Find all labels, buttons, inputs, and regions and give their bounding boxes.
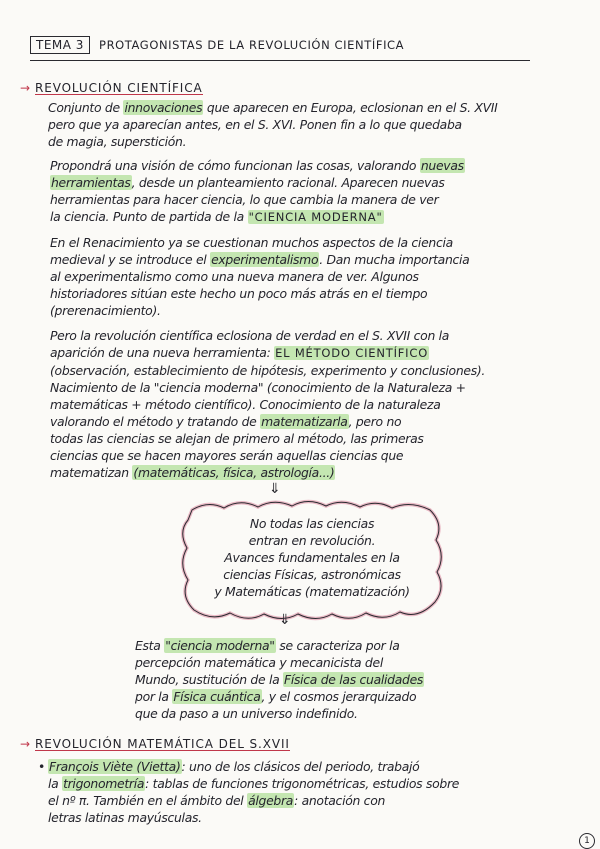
section-heading-label: REVOLUCIÓN MATEMÁTICA DEL S.XVII bbox=[34, 737, 290, 751]
arrow-right-icon: → bbox=[20, 81, 31, 95]
section-heading-revolucion-cientifica bbox=[20, 81, 203, 95]
paragraph-1: Conjunto de innovaciones que aparecen en Europa, eclosionan en el S. XVII pero que ya aparecían antes, en el S. XVI. Ponen fin a lo que quedaba de magia, superstición. bbox=[48, 100, 498, 149]
paragraph-5: Esta "ciencia moderna" se caracteriza por la percepción matemática y mecanicista del Mundo, sustitución de la Física de las cualidades por la Física cuántica, y el cosmos jerarquizado que da paso a un universo indefinido. bbox=[135, 638, 424, 721]
cloud-text: No todas las ciencias entran en revolución. Avances fundamentales en la ciencias Físicas, astronómicas y Matemáticas (matematización) bbox=[214, 516, 410, 599]
page-title bbox=[30, 34, 404, 54]
paragraph-3: En el Renacimiento ya se cuestionan muchos aspectos de la ciencia medieval y se introduce el experimentalismo. Dan mucha importancia al experimentalismo como una nueva manera de ver. Algunos historiadores sitúan este hecho un poco más atrás en el tiempo (prerenacimiento). bbox=[50, 235, 470, 318]
bullet-icon: • bbox=[38, 759, 46, 774]
tema-label: TEMA 3 bbox=[30, 36, 90, 54]
cloud-note bbox=[178, 498, 446, 624]
page-number: 1 bbox=[579, 833, 595, 849]
paragraph-2: Propondrá una visión de cómo funcionan las cosas, valorando nuevas herramientas, desde un planteamiento racional. Aparecen nuevas herramientas para hacer ciencia, lo que cambia la manera de ver la ciencia. Punto de partida de la "CIENCIA MODERNA" bbox=[50, 158, 464, 224]
arrow-right-icon: → bbox=[20, 737, 31, 751]
section-heading-label: REVOLUCIÓN CIENTÍFICA bbox=[34, 81, 203, 95]
title-text: PROTAGONISTAS DE LA REVOLUCIÓN CIENTÍFICA bbox=[99, 38, 405, 52]
arrow-down-icon: ⇓ bbox=[279, 612, 291, 628]
section-heading-revolucion-matematica bbox=[20, 737, 290, 751]
paragraph-6: • François Viète (Vietta): uno de los clásicos del periodo, trabajó la trigonometría: tablas de funciones trigonométricas, estudios sobre el nº π. También en el ámbito del álgebra: anotación con letras latinas mayúsculas. bbox=[38, 759, 460, 825]
paragraph-4: Pero la revolución científica eclosiona de verdad en el S. XVII con la aparición de una nueva herramienta: EL MÉTODO CIENTÍFICO (observación, establecimiento de hipótesis, experimento y conclusiones). Nacimiento de la "ciencia moderna" (conocimiento de la Naturaleza + matemáticas + método científico). Conocimiento de la naturaleza valorando el método y tratando de matematizarla, pero no todas las ciencias se alejan de primero al método, las primeras ciencias que se hacen mayores serán aquellas ciencias que matematizan (matemáticas, física, astrología...) bbox=[50, 328, 486, 480]
arrow-down-icon: ⇓ bbox=[269, 481, 281, 497]
title-underline bbox=[30, 60, 530, 61]
